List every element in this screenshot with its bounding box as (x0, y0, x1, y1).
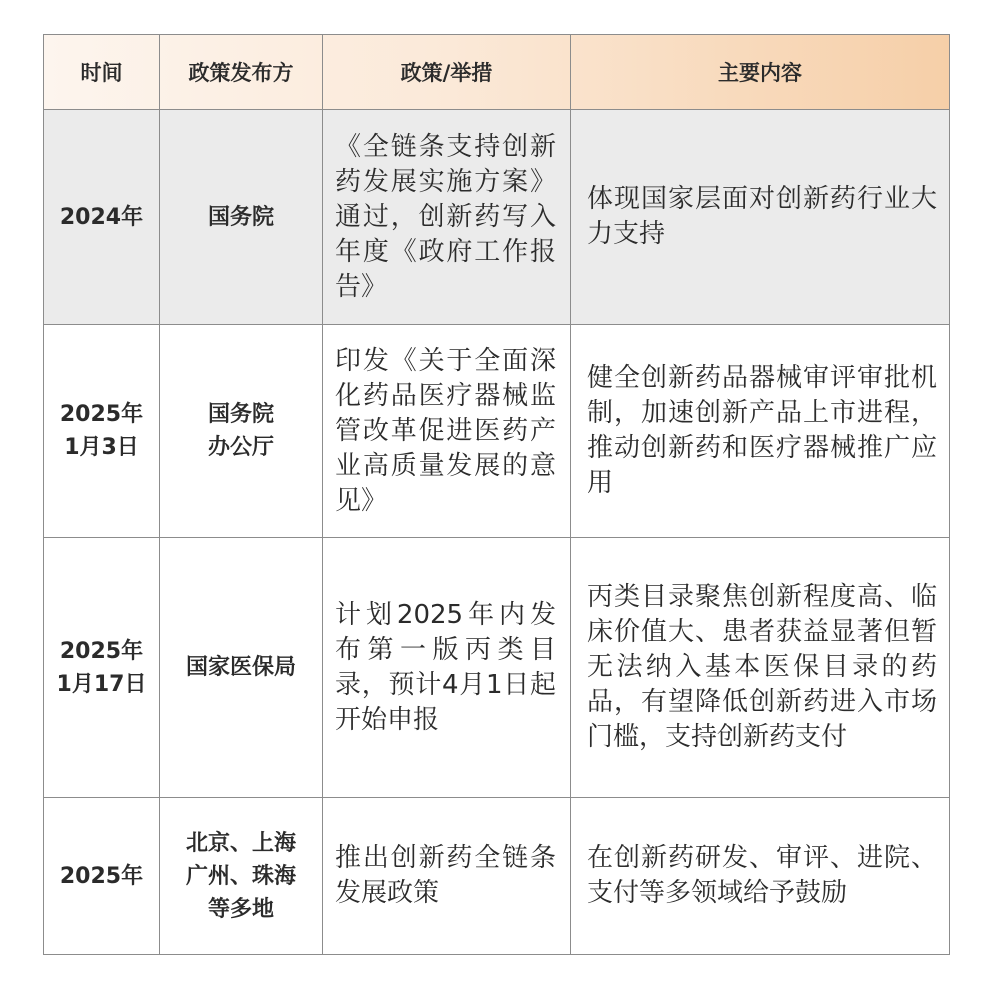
cell-issuer: 北京、上海 广州、珠海 等多地 (160, 798, 323, 955)
cell-time: 2024年 (44, 110, 160, 325)
cell-measure: 印发《关于全面深化药品医疗器械监管改革促进医药产业高质量发展的意见》 (323, 325, 571, 538)
table-row (44, 538, 950, 798)
table-header-row (44, 35, 950, 110)
header-content: 主要内容 (571, 35, 950, 110)
cell-content: 丙类目录聚焦创新程度高、临床价值大、患者获益显著但暂无法纳入基本医保目录的药品，有望降低创新药进入市场门槛，支持创新药支付 (571, 538, 950, 798)
cell-content: 健全创新药品器械审评审批机制，加速创新产品上市进程，推动创新药和医疗器械推广应用 (571, 325, 950, 538)
cell-measure: 推出创新药全链条发展政策 (323, 798, 571, 955)
cell-issuer: 国务院 (160, 110, 323, 325)
header-issuer: 政策发布方 (160, 35, 323, 110)
table-row (44, 325, 950, 538)
header-measure: 政策/举措 (323, 35, 571, 110)
cell-time: 2025年 1月3日 (44, 325, 160, 538)
cell-measure: 《全链条支持创新药发展实施方案》通过，创新药写入年度《政府工作报告》 (323, 110, 571, 325)
table-row (44, 110, 950, 325)
cell-time: 2025年 1月17日 (44, 538, 160, 798)
cell-measure: 计划2025年内发布第一版丙类目录，预计4月1日起开始申报 (323, 538, 571, 798)
table-row (44, 798, 950, 955)
cell-content: 体现国家层面对创新药行业大力支持 (571, 110, 950, 325)
cell-content: 在创新药研发、审评、进院、支付等多领域给予鼓励 (571, 798, 950, 955)
cell-time: 2025年 (44, 798, 160, 955)
cell-issuer: 国务院 办公厅 (160, 325, 323, 538)
policy-table (43, 34, 950, 955)
cell-issuer: 国家医保局 (160, 538, 323, 798)
header-time: 时间 (44, 35, 160, 110)
